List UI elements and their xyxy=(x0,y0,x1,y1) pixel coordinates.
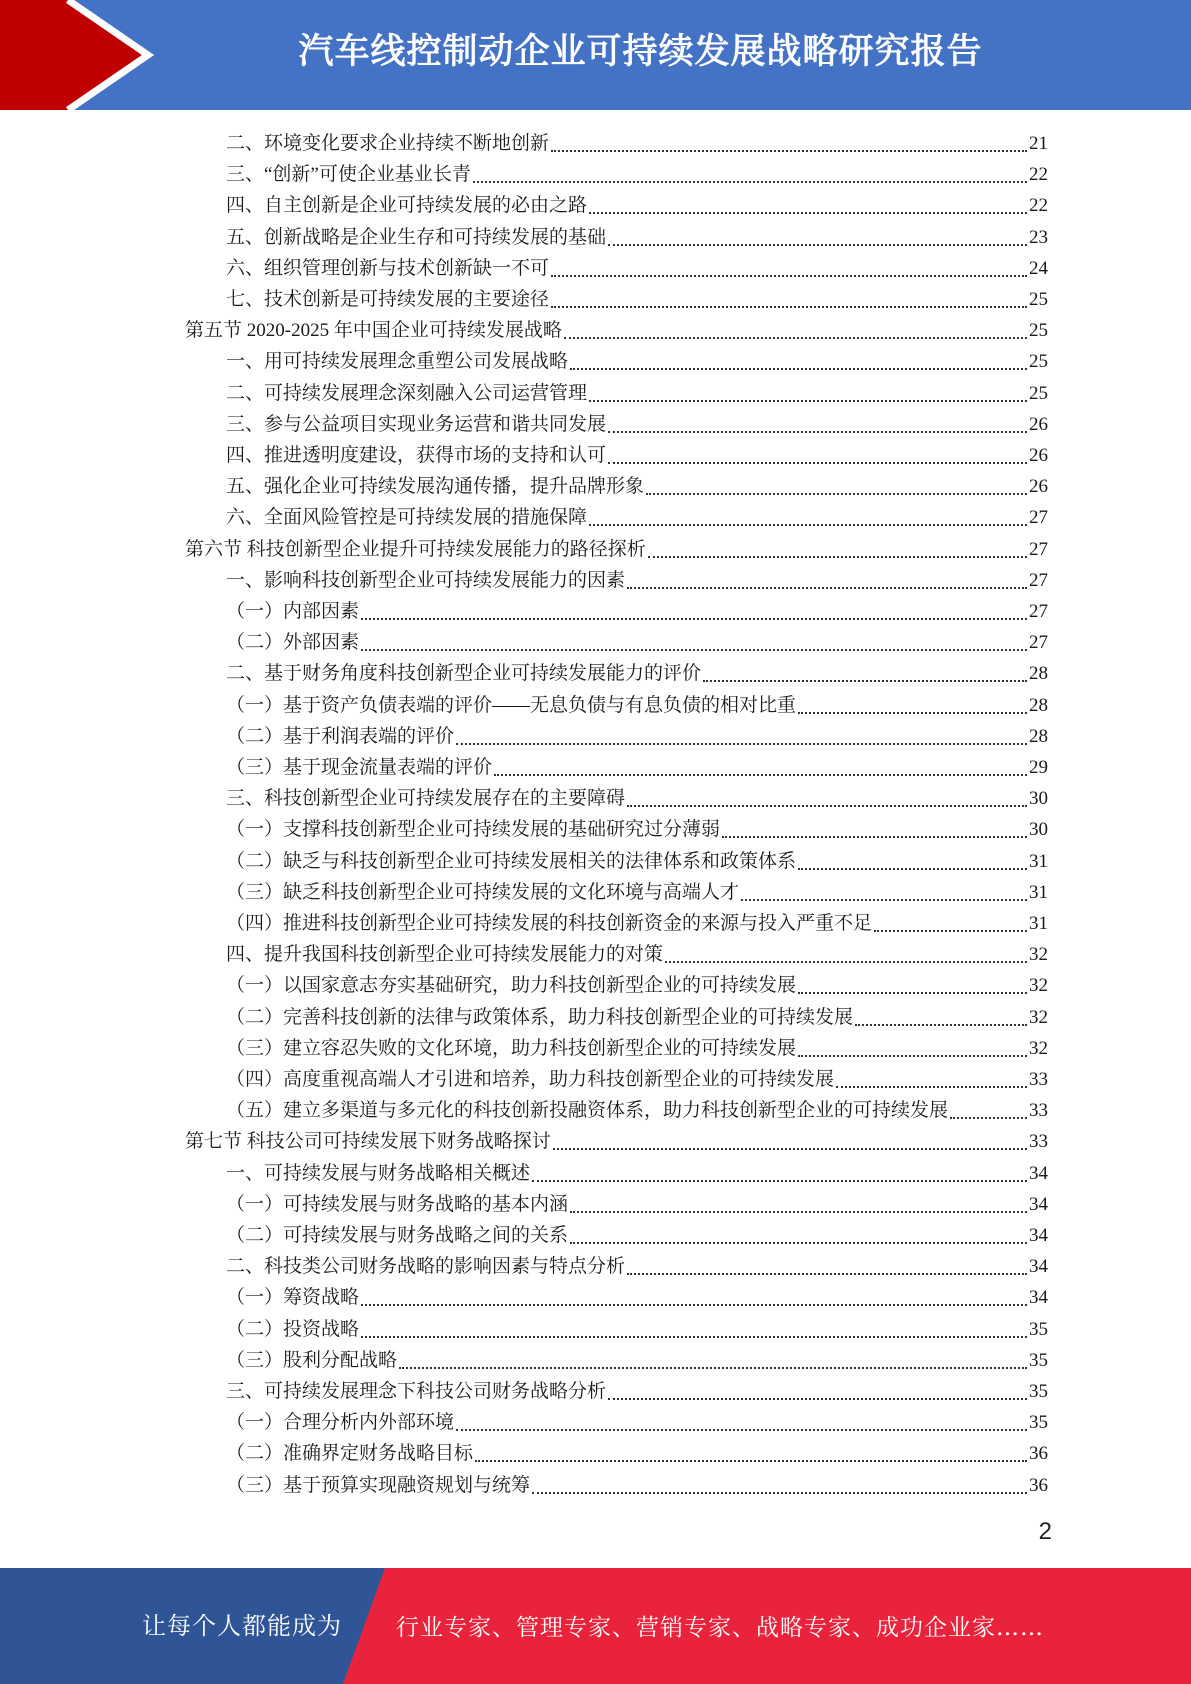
toc-entry[interactable] xyxy=(226,1406,1048,1436)
toc-dot-leader xyxy=(532,1180,1027,1182)
toc-dot-leader xyxy=(570,1211,1027,1213)
toc-entry-title: （二）外部因素 xyxy=(226,632,360,653)
toc-dot-leader xyxy=(608,244,1027,246)
toc-entry-page: 35 xyxy=(1029,1350,1048,1371)
toc-entry[interactable] xyxy=(226,158,1048,188)
toc-dot-leader xyxy=(361,649,1027,651)
toc-entry[interactable] xyxy=(226,1281,1048,1311)
toc-entry-title: （四）推进科技创新型企业可持续发展的科技创新资金的来源与投入严重不足 xyxy=(226,913,873,934)
toc-entry[interactable] xyxy=(226,595,1048,625)
toc-entry-page: 25 xyxy=(1029,351,1048,372)
toc-entry-title: 一、用可持续发展理念重塑公司发展战略 xyxy=(226,351,569,372)
toc-entry[interactable] xyxy=(226,1001,1048,1031)
toc-entry-page: 25 xyxy=(1029,320,1048,341)
toc-dot-leader xyxy=(648,556,1027,558)
toc-entry[interactable] xyxy=(226,501,1048,531)
toc-entry-page: 25 xyxy=(1029,289,1048,310)
toc-entry-page: 27 xyxy=(1029,632,1048,653)
toc-entry-page: 32 xyxy=(1029,944,1048,965)
toc-entry-page: 26 xyxy=(1029,414,1048,435)
toc-dot-leader xyxy=(741,899,1027,901)
toc-entry-page: 31 xyxy=(1029,882,1048,903)
toc-dot-leader xyxy=(703,680,1027,682)
toc-entry-page: 31 xyxy=(1029,851,1048,872)
toc-entry[interactable] xyxy=(226,564,1048,594)
toc-entry-page: 35 xyxy=(1029,1319,1048,1340)
toc-entry-title: （五）建立多渠道与多元化的科技创新投融资体系，助力科技创新型企业的可持续发展 xyxy=(226,1100,949,1121)
page-footer xyxy=(0,1568,1191,1684)
toc-entry-title: 二、科技类公司财务战略的影响因素与特点分析 xyxy=(226,1256,626,1277)
toc-entry-page: 28 xyxy=(1029,726,1048,747)
toc-entry-page: 30 xyxy=(1029,819,1048,840)
toc-entry-page: 27 xyxy=(1029,570,1048,591)
toc-dot-leader xyxy=(665,961,1027,963)
toc-entry[interactable] xyxy=(226,969,1048,999)
toc-dot-leader xyxy=(456,743,1027,745)
toc-entry-title: （一）基于资产负债表端的评价——无息负债与有息负债的相对比重 xyxy=(226,695,797,716)
toc-dot-leader xyxy=(564,337,1027,339)
toc-entry[interactable] xyxy=(226,127,1048,157)
toc-entry[interactable] xyxy=(226,252,1048,282)
toc-entry-title: 二、基于财务角度科技创新型企业可持续发展能力的评价 xyxy=(226,663,702,684)
toc-dot-leader xyxy=(646,493,1027,495)
toc-entry-page: 27 xyxy=(1029,507,1048,528)
toc-entry[interactable] xyxy=(226,408,1048,438)
toc-entry[interactable] xyxy=(185,1125,1048,1155)
toc-entry[interactable] xyxy=(226,751,1048,781)
toc-dot-leader xyxy=(798,1055,1027,1057)
toc-entry-title: （二）准确界定财务战略目标 xyxy=(226,1443,474,1464)
toc-dot-leader xyxy=(836,1086,1027,1088)
toc-dot-leader xyxy=(399,1367,1027,1369)
toc-entry-page: 36 xyxy=(1029,1475,1048,1496)
toc-entry[interactable] xyxy=(226,283,1048,313)
toc-dot-leader xyxy=(798,992,1027,994)
toc-dot-leader xyxy=(627,587,1027,589)
toc-entry-title: （一）以国家意志夯实基础研究，助力科技创新型企业的可持续发展 xyxy=(226,975,797,996)
toc-entry-title: 六、组织管理创新与技术创新缺一不可 xyxy=(226,258,550,279)
toc-entry-page: 32 xyxy=(1029,975,1048,996)
toc-entry-page: 26 xyxy=(1029,476,1048,497)
toc-entry[interactable] xyxy=(226,1344,1048,1374)
toc-dot-leader xyxy=(551,150,1027,152)
toc-entry[interactable] xyxy=(226,782,1048,812)
toc-entry-page: 29 xyxy=(1029,757,1048,778)
toc-dot-leader xyxy=(361,1304,1027,1306)
toc-dot-leader xyxy=(589,524,1027,526)
toc-entry-title: 第六节 科技创新型企业提升可持续发展能力的路径探析 xyxy=(185,539,646,560)
toc-entry-title: （一）可持续发展与财务战略的基本内涵 xyxy=(226,1194,569,1215)
toc-entry-page: 32 xyxy=(1029,1007,1048,1028)
toc-entry-title: （一）筹资战略 xyxy=(226,1287,360,1308)
toc-entry[interactable] xyxy=(226,657,1048,687)
toc-entry-title: 六、全面风险管控是可持续发展的措施保障 xyxy=(226,507,588,528)
toc-entry[interactable] xyxy=(226,1437,1048,1467)
toc-entry-page: 33 xyxy=(1029,1131,1048,1152)
toc-dot-leader xyxy=(722,836,1027,838)
toc-entry-title: （二）完善科技创新的法律与政策体系，助力科技创新型企业的可持续发展 xyxy=(226,1007,854,1028)
toc-entry[interactable] xyxy=(226,221,1048,251)
toc-dot-leader xyxy=(456,1429,1027,1431)
toc-entry-page: 34 xyxy=(1029,1225,1048,1246)
toc-entry-title: 一、可持续发展与财务战略相关概述 xyxy=(226,1163,531,1184)
toc-entry-page: 26 xyxy=(1029,445,1048,466)
toc-dot-leader xyxy=(551,306,1027,308)
toc-entry-title: 二、可持续发展理念深刻融入公司运营管理 xyxy=(226,383,588,404)
toc-dot-leader xyxy=(950,1117,1027,1119)
toc-entry-title: 三、可持续发展理念下科技公司财务战略分析 xyxy=(226,1381,607,1402)
toc-entry-page: 22 xyxy=(1029,195,1048,216)
toc-entry[interactable] xyxy=(185,314,1048,344)
toc-entry[interactable] xyxy=(226,1375,1048,1405)
toc-entry[interactable] xyxy=(226,938,1048,968)
toc-entry-page: 21 xyxy=(1029,133,1048,154)
toc-dot-leader xyxy=(551,275,1027,277)
toc-entry-page: 35 xyxy=(1029,1381,1048,1402)
toc-entry[interactable] xyxy=(226,626,1048,656)
toc-entry[interactable] xyxy=(185,533,1048,563)
toc-dot-leader xyxy=(855,1024,1027,1026)
toc-entry-title: 第七节 科技公司可持续发展下财务战略探讨 xyxy=(185,1131,551,1152)
toc-entry[interactable] xyxy=(226,1313,1048,1343)
page-header xyxy=(0,0,1191,110)
toc-dot-leader xyxy=(608,1398,1027,1400)
toc-entry-page: 22 xyxy=(1029,164,1048,185)
toc-entry-page: 35 xyxy=(1029,1412,1048,1433)
toc-entry-title: 五、强化企业可持续发展沟通传播，提升品牌形象 xyxy=(226,476,645,497)
toc-dot-leader xyxy=(553,1148,1027,1150)
toc-entry-page: 34 xyxy=(1029,1163,1048,1184)
toc-entry-page: 28 xyxy=(1029,663,1048,684)
toc-entry-title: 一、影响科技创新型企业可持续发展能力的因素 xyxy=(226,570,626,591)
toc-entry-title: 第五节 2020-2025 年中国企业可持续发展战略 xyxy=(185,320,562,341)
toc-entry-title: （三）建立容忍失败的文化环境，助力科技创新型企业的可持续发展 xyxy=(226,1038,797,1059)
toc-entry-title: （二）可持续发展与财务战略之间的关系 xyxy=(226,1225,569,1246)
toc-entry-title: （二）投资战略 xyxy=(226,1319,360,1340)
footer-slogan-right: 行业专家、管理专家、营销专家、战略专家、成功企业家…… xyxy=(396,1615,1044,1641)
toc-entry-page: 34 xyxy=(1029,1256,1048,1277)
toc-entry-title: （三）基于现金流量表端的评价 xyxy=(226,757,493,778)
toc-dot-leader xyxy=(570,1242,1027,1244)
toc-entry-title: （二）基于利润表端的评价 xyxy=(226,726,455,747)
toc-entry[interactable] xyxy=(226,845,1048,875)
toc-dot-leader xyxy=(494,774,1027,776)
toc-entry-page: 27 xyxy=(1029,539,1048,560)
toc-dot-leader xyxy=(874,930,1027,932)
toc-entry[interactable] xyxy=(226,813,1048,843)
toc-dot-leader xyxy=(475,1460,1027,1462)
toc-entry-page: 28 xyxy=(1029,695,1048,716)
toc-entry-page: 33 xyxy=(1029,1069,1048,1090)
toc-entry-title: （四）高度重视高端人才引进和培养，助力科技创新型企业的可持续发展 xyxy=(226,1069,835,1090)
toc-dot-leader xyxy=(361,618,1027,620)
toc-entry-title: 三、科技创新型企业可持续发展存在的主要障碍 xyxy=(226,788,626,809)
toc-dot-leader xyxy=(627,1273,1027,1275)
toc-entry-page: 25 xyxy=(1029,383,1048,404)
toc-entry-page: 33 xyxy=(1029,1100,1048,1121)
toc-entry-title: 三、参与公益项目实现业务运营和谐共同发展 xyxy=(226,414,607,435)
toc-entry-page: 36 xyxy=(1029,1443,1048,1464)
toc-entry[interactable] xyxy=(226,1094,1048,1124)
toc-entry-title: （三）基于预算实现融资规划与统筹 xyxy=(226,1475,531,1496)
toc-dot-leader xyxy=(798,712,1027,714)
footer-slogan-left: 让每个人都能成为 xyxy=(142,1612,342,1640)
toc-entry[interactable] xyxy=(226,377,1048,407)
toc-dot-leader xyxy=(798,868,1027,870)
toc-dot-leader xyxy=(589,212,1027,214)
toc-entry[interactable] xyxy=(226,1157,1048,1187)
page-number: 2 xyxy=(1038,1518,1052,1545)
toc-dot-leader xyxy=(608,431,1027,433)
report-title: 汽车线控制动企业可持续发展战略研究报告 xyxy=(298,32,983,72)
toc-entry-title: （二）缺乏与科技创新型企业可持续发展相关的法律体系和政策体系 xyxy=(226,851,797,872)
toc-dot-leader xyxy=(570,368,1027,370)
toc-entry[interactable] xyxy=(226,720,1048,750)
toc-entry[interactable] xyxy=(226,1032,1048,1062)
toc-entry[interactable] xyxy=(226,470,1048,500)
toc-dot-leader xyxy=(589,400,1027,402)
toc-dot-leader xyxy=(473,181,1027,183)
toc-entry-title: （一）合理分析内外部环境 xyxy=(226,1412,455,1433)
toc-entry-title: 四、提升我国科技创新型企业可持续发展能力的对策 xyxy=(226,944,664,965)
toc-entry[interactable] xyxy=(226,1219,1048,1249)
toc-entry[interactable] xyxy=(226,1469,1048,1499)
toc-dot-leader xyxy=(532,1492,1027,1494)
toc-entry[interactable] xyxy=(226,907,1048,937)
toc-entry-page: 34 xyxy=(1029,1194,1048,1215)
toc-entry-title: 三、“创新”可使企业基业长青 xyxy=(226,164,471,185)
toc-entry-page: 30 xyxy=(1029,788,1048,809)
toc-entry[interactable] xyxy=(226,876,1048,906)
toc-entry-page: 31 xyxy=(1029,913,1048,934)
toc-dot-leader xyxy=(361,1336,1027,1338)
toc-entry-page: 34 xyxy=(1029,1287,1048,1308)
toc-entry-page: 24 xyxy=(1029,258,1048,279)
toc-entry-page: 27 xyxy=(1029,601,1048,622)
toc-entry[interactable] xyxy=(226,439,1048,469)
toc-entry-title: 四、推进透明度建设，获得市场的支持和认可 xyxy=(226,445,607,466)
toc-entry[interactable] xyxy=(226,345,1048,375)
toc-entry[interactable] xyxy=(226,189,1048,219)
toc-entry-title: 二、环境变化要求企业持续不断地创新 xyxy=(226,133,550,154)
toc-entry-page: 23 xyxy=(1029,227,1048,248)
toc-entry-title: 七、技术创新是可持续发展的主要途径 xyxy=(226,289,550,310)
toc-dot-leader xyxy=(627,805,1027,807)
toc-entry-title: 五、创新战略是企业生存和可持续发展的基础 xyxy=(226,227,607,248)
toc-entry-title: （三）股利分配战略 xyxy=(226,1350,398,1371)
toc-entry[interactable] xyxy=(226,1250,1048,1280)
toc-entry-page: 32 xyxy=(1029,1038,1048,1059)
toc-entry-title: （三）缺乏科技创新型企业可持续发展的文化环境与高端人才 xyxy=(226,882,740,903)
toc-entry-title: （一）支撑科技创新型企业可持续发展的基础研究过分薄弱 xyxy=(226,819,721,840)
toc-entry-title: （一）内部因素 xyxy=(226,601,360,622)
toc-entry[interactable] xyxy=(226,1063,1048,1093)
toc-entry[interactable] xyxy=(226,1188,1048,1218)
toc-entry-title: 四、自主创新是企业可持续发展的必由之路 xyxy=(226,195,588,216)
toc-dot-leader xyxy=(608,462,1027,464)
toc-entry[interactable] xyxy=(226,689,1048,719)
